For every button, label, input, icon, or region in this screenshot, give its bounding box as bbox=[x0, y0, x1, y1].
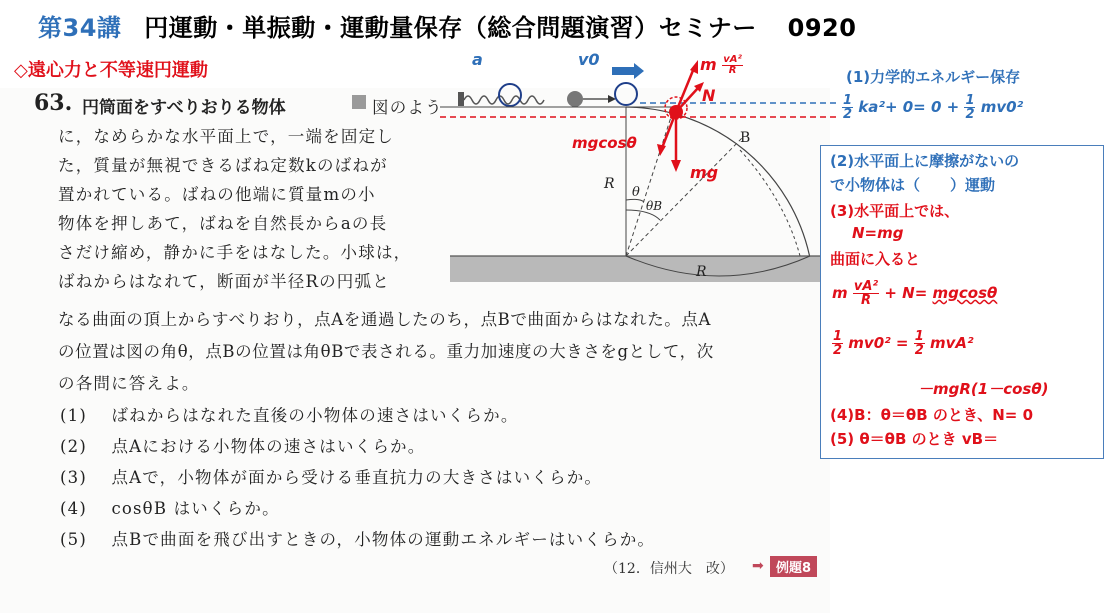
note-s2-line2: で小物体は（ ）運動 bbox=[830, 176, 996, 194]
v0-arrow-body bbox=[612, 67, 634, 75]
lecture-title: 円運動・単振動・運動量保存（総合問題演習）セミナー bbox=[144, 14, 757, 42]
problem-line: 置かれている。ばねの他端に質量mの小 bbox=[58, 185, 376, 204]
note-s3-eq2 bbox=[832, 330, 974, 357]
note-s3-eq1-mid: + N= bbox=[884, 284, 928, 302]
example-tag: 例題8 bbox=[770, 556, 817, 577]
question-text: cosθB はいくらか。 bbox=[111, 499, 280, 518]
note-s3-eq1-right: mgcosθ bbox=[932, 284, 998, 302]
note-s3-eq1 bbox=[832, 280, 997, 307]
gravity-arrowhead bbox=[671, 160, 681, 172]
problem-line: 図のよう bbox=[372, 98, 443, 117]
note-s3-eq1-m: m bbox=[832, 284, 848, 302]
mgcos-arrowhead bbox=[657, 144, 666, 156]
question-item bbox=[60, 526, 655, 550]
label-theta: θ bbox=[632, 185, 640, 200]
problem-line: 物体を押しあて，ばねを自然長からaの長 bbox=[58, 214, 388, 233]
label-v0: v0 bbox=[578, 50, 600, 69]
note-s3-line1: (3)水平面上では、 bbox=[830, 202, 960, 220]
centrifugal-mass: m bbox=[700, 55, 717, 74]
centrifugal-arrow bbox=[676, 68, 694, 112]
note-s1-title: (1)力学的エネルギー保存 bbox=[846, 68, 1021, 86]
fraction-numerator: vA² bbox=[853, 279, 879, 294]
source-credit: （12．信州大 改） bbox=[604, 561, 734, 577]
question-number: (5) bbox=[60, 530, 87, 549]
question-text: 点Aにおける小物体の速さはいくらか。 bbox=[111, 437, 426, 456]
label-B: B bbox=[740, 130, 751, 146]
problem-line: の各問に答えよ。 bbox=[58, 374, 200, 393]
slide-title bbox=[38, 8, 856, 43]
circular-surface-figure bbox=[440, 60, 840, 300]
lecture-code: 0920 bbox=[787, 14, 857, 42]
section-subtitle: ◇遠心力と不等速円運動 bbox=[14, 60, 208, 81]
label-N: N bbox=[702, 86, 716, 105]
label-mgcos: mgcosθ bbox=[572, 134, 637, 152]
label-mg: mg bbox=[690, 163, 719, 182]
question-text: 点Aで，小物体が面から受ける垂直抗力の大きさはいくらか。 bbox=[111, 468, 603, 487]
question-number: (2) bbox=[60, 437, 87, 456]
note-s3-line3: 曲面に入ると bbox=[830, 250, 921, 268]
half-fraction: $\frac{1}{2}$ bbox=[914, 329, 924, 358]
half-fraction: $\frac{1}{2}$ bbox=[843, 93, 853, 122]
note-s5: (5) θ＝θB のとき vB＝ bbox=[830, 430, 999, 448]
question-number: (4) bbox=[60, 499, 87, 518]
ground bbox=[450, 256, 840, 282]
centrifugal-denominator: R bbox=[728, 65, 737, 76]
question-number: (1) bbox=[60, 406, 87, 425]
problem-line: なる曲面の頂上からすべりおり，点Aを通過したのち，点Bで曲面からはなれた。点A bbox=[58, 310, 712, 329]
problem-line: に，なめらかな水平面上で，一端を固定し bbox=[58, 127, 394, 146]
problem-line: さだけ縮め，静かに手をはなした。小球は， bbox=[58, 243, 412, 262]
spring-wall bbox=[458, 92, 464, 106]
note-s1-equation bbox=[842, 94, 1023, 121]
question-text: 点Bで曲面を飛び出すときの，小物体の運動エネルギーはいくらか。 bbox=[111, 530, 656, 549]
question-text: ばねからはなれた直後の小物体の速さはいくらか。 bbox=[111, 406, 519, 425]
centrifugal-fraction bbox=[722, 55, 743, 76]
problem-number: 63. bbox=[34, 90, 73, 116]
v0-arrowhead bbox=[634, 63, 644, 79]
problem-line: ばねからはなれて，断面が半径Rの円弧と bbox=[58, 272, 390, 291]
centrifugal-label bbox=[700, 55, 743, 76]
centrifugal-numerator: vA² bbox=[723, 54, 742, 65]
note-s3-eq2-b: mvA² bbox=[930, 334, 974, 352]
spring bbox=[464, 96, 544, 104]
label-thetaB: θB bbox=[646, 199, 663, 213]
trajectory bbox=[740, 150, 800, 256]
small-object bbox=[567, 91, 583, 107]
heading-marker bbox=[352, 95, 366, 109]
note-s3-line2: N=mg bbox=[852, 224, 904, 242]
question-number: (3) bbox=[60, 468, 87, 487]
label-R-bottom: R bbox=[696, 264, 707, 280]
lecture-number: 第34講 bbox=[38, 14, 122, 42]
half-fraction: $\frac{1}{2}$ bbox=[965, 93, 975, 122]
note-s1-eq-end: mv0² bbox=[980, 98, 1024, 116]
note-s2-line1: (2)水平面上に摩擦がないの bbox=[830, 152, 1020, 170]
arc-surface bbox=[626, 107, 810, 258]
arrow-right-icon: ➡ bbox=[752, 558, 764, 574]
half-fraction: $\frac{1}{2}$ bbox=[833, 329, 843, 358]
note-s1-eq-mid: ka²+ 0= 0 + bbox=[858, 98, 960, 116]
problem-line: の位置は図の角θ，点Bの位置は角θBで表される。重力加速度の大きさをgとして，次 bbox=[58, 342, 714, 361]
note-s3-eq2-a: mv0² = bbox=[848, 334, 909, 352]
question-item bbox=[60, 402, 519, 426]
problem-line: た，質量が無視できるばね定数kのばねが bbox=[58, 156, 388, 175]
note-s3-eq2-c: －mgR(1－cosθ) bbox=[918, 380, 1049, 398]
note-s4: (4)B：θ＝θB のとき、N= 0 bbox=[830, 406, 1034, 424]
label-a: a bbox=[472, 50, 483, 69]
fraction-denominator: R bbox=[860, 293, 871, 308]
velocity-fraction bbox=[853, 280, 879, 307]
label-R-left: R bbox=[604, 176, 615, 192]
question-item bbox=[60, 464, 602, 488]
question-item bbox=[60, 433, 425, 457]
top-position-mark bbox=[615, 83, 637, 105]
question-item bbox=[60, 495, 280, 519]
problem-heading: 円筒面をすべりおりる物体 bbox=[82, 98, 286, 118]
radius-to-B bbox=[626, 138, 742, 256]
